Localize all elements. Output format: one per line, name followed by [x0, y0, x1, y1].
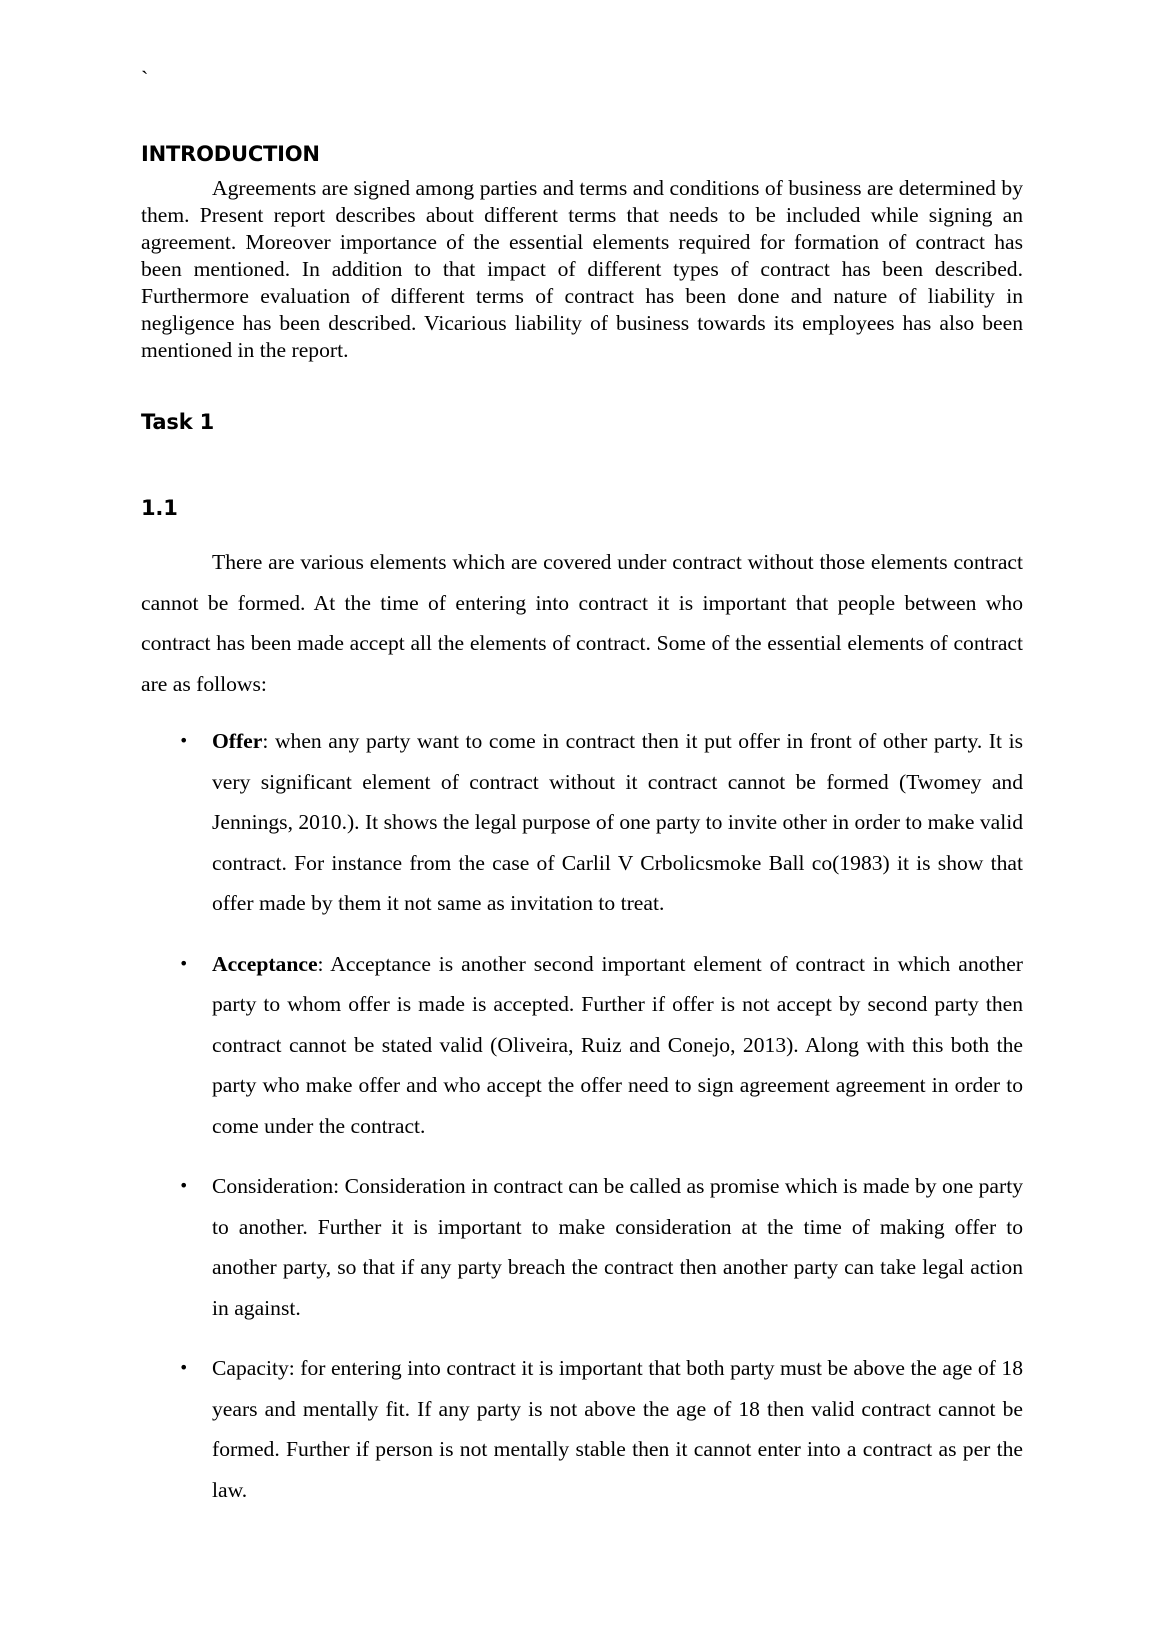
list-item-consideration: [141, 1166, 1023, 1328]
list-item-acceptance: [141, 944, 1023, 1147]
list-item-capacity: [141, 1348, 1023, 1510]
bullet-icon: •: [179, 953, 189, 973]
list-item-term: Offer: [212, 729, 263, 753]
section-number: 1.1: [141, 496, 178, 520]
bullet-icon: •: [179, 1358, 189, 1377]
introduction-paragraph: Agreements are signed among parties and terms and conditions of business are determined by them. Present report describes about different terms that needs to be included while signing an agreement. Moreover importance of the essential elements required for formation of contract has been mentioned. In addition to that impact of different types of contract has been described. Furthermore evaluation of different terms of contract has been done and nature of liability in negligence has been described. Vicarious liability of business towards its employees has also been mentioned in the report.: [141, 176, 1023, 362]
list-item-text: Capacity: for entering into contract it is important that both party must be above the age of 18 years and mentally fit. If any party is not above the age of 18 then valid contract cannot be formed. Further if person is not mentally stable then it cannot enter into a contract as per the law.: [212, 1356, 1023, 1502]
list-item-term: Acceptance: [212, 951, 318, 976]
list-item-text: Consideration: Consideration in contract can be called as promise which is made by one party to another. Further it is important to make consideration at the time of making offer to another party, so that if any party breach the contract then another party can take legal action in against.: [212, 1174, 1023, 1320]
header-mark: `: [141, 66, 149, 91]
bullet-icon: •: [179, 1176, 189, 1195]
list-item-text: : Acceptance is another second important element of contract in which another party to whom offer is made is accepted. Further if offer is not accept by second party then contract cannot be stated valid (Oliveira, Ruiz and Conejo, 2013). Along with this both the party who make offer and who accept the offer need to sign agreement agreement in order to come under the contract.: [212, 951, 1023, 1138]
list-item-offer: [141, 721, 1023, 924]
bullet-icon: •: [179, 731, 189, 750]
list-item-text: : when any party want to come in contract then it put offer in front of other party. It is very significant element of contract without it contract cannot be formed (Twomey and Jennings, 2010.). It shows the legal purpose of one party to invite other in order to make valid contract. For instance from the case of Carlil V Crbolicsmoke Ball co(1983) it is show that offer made by them it not same as invitation to treat.: [212, 729, 1023, 915]
task-paragraph: There are various elements which are covered under contract without those elements contract cannot be formed. At the time of entering into contract it is important that people between who contract has been made accept all the elements of contract. Some of the essential elements of contract are as follows:: [141, 550, 1023, 696]
task-heading: Task 1: [141, 410, 214, 434]
elements-list: [141, 721, 1023, 1530]
introduction-heading: INTRODUCTION: [141, 142, 320, 166]
